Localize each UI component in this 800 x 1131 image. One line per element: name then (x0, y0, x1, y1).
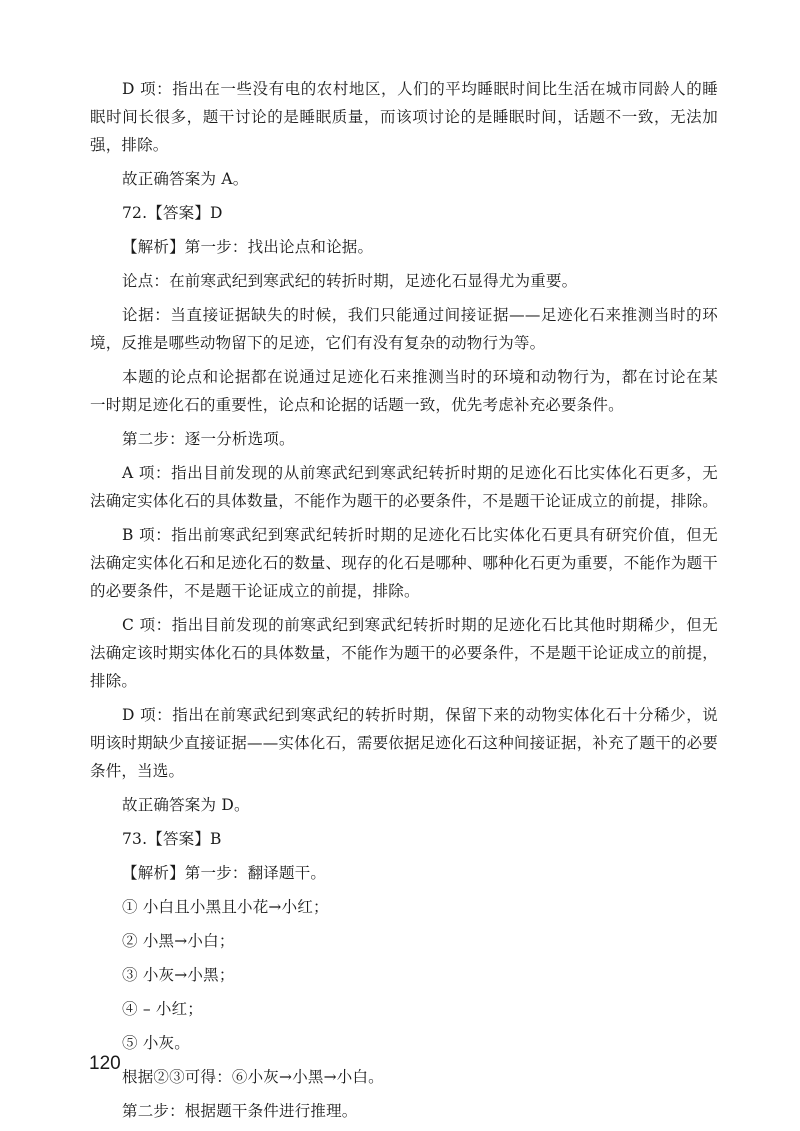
question-73-condition-5: ⑤ 小灰。 (122, 1034, 190, 1052)
question-72-argument: 论点：在前寒武纪到寒武纪的转折时期，足迹化石显得尤为重要。 (122, 272, 578, 290)
question-73-condition-4: ④ – 小红； (122, 1000, 204, 1018)
question-72-option-c: C 项：指出目前发现的前寒武纪到寒武纪转折时期的足迹化石比其他时期稀少，但无法确定该时期实体化石的具体数量，不能作为题干的必要条件，不是题干论证成立的前提，排除。 (90, 616, 719, 690)
question-72-analysis-step2: 第二步：逐一分析选项。 (122, 430, 295, 448)
paragraph-option-d-sleep: D 项：指出在一些没有电的农村地区，人们的平均睡眠时间比生活在城市同龄人的睡眠时间长很多，题干讨论的是睡眠质量，而该项讨论的是睡眠时间，话题不一致，无法加强，排除。 (90, 80, 718, 154)
question-72-answer: 72.【答案】D (122, 204, 223, 222)
page-number: 120 (89, 1053, 121, 1074)
question-73-analysis-step2: 第二步：根据题干条件进行推理。 (122, 1102, 358, 1120)
question-72-option-a: A 项：指出目前发现的从前寒武纪到寒武纪转折时期的足迹化石比实体化石更多，无法确定实体化石的具体数量，不能作为题干的必要条件，不是题干论证成立的前提，排除。 (90, 464, 719, 510)
question-73-derivation: 根据②③可得：⑥小灰→小黑→小白。 (122, 1068, 384, 1086)
question-73-condition-2: ② 小黑→小白； (122, 932, 235, 950)
answer-conclusion-72: 故正确答案为 D。 (122, 796, 250, 814)
question-72-reasoning: 本题的论点和论据都在说通过足迹化石来推测当时的环境和动物行为，都在讨论在某一时期足迹化石的重要性，论点和论据的话题一致，优先考虑补充必要条件。 (90, 368, 718, 414)
answer-conclusion-71: 故正确答案为 A。 (122, 170, 249, 188)
question-73-analysis-step1: 【解析】第一步：翻译题干。 (122, 864, 327, 882)
question-73-condition-1: ① 小白且小黑且小花→小红； (122, 898, 329, 916)
page-content (90, 75, 718, 1131)
question-73-answer: 73.【答案】B (122, 830, 222, 848)
question-73-condition-3: ③ 小灰→小黑； (122, 966, 235, 984)
question-72-option-b: B 项：指出前寒武纪到寒武纪转折时期的足迹化石比实体化石更具有研究价值，但无法确定实体化石和足迹化石的数量、现存的化石是哪种、哪种化石更为重要，不能作为题干的必要条件，不是题干论证成立的前提，排除。 (90, 526, 719, 600)
question-72-option-d: D 项：指出在前寒武纪到寒武纪的转折时期，保留下来的动物实体化石十分稀少，说明该时期缺少直接证据——实体化石，需要依据足迹化石这种间接证据，补充了题干的必要条件，当选。 (90, 706, 719, 780)
question-72-analysis-step1: 【解析】第一步：找出论点和论据。 (122, 238, 374, 256)
question-72-evidence: 论据：当直接证据缺失的时候，我们只能通过间接证据——足迹化石来推测当时的环境，反推是哪些动物留下的足迹，它们有没有复杂的动物行为等。 (90, 306, 718, 352)
